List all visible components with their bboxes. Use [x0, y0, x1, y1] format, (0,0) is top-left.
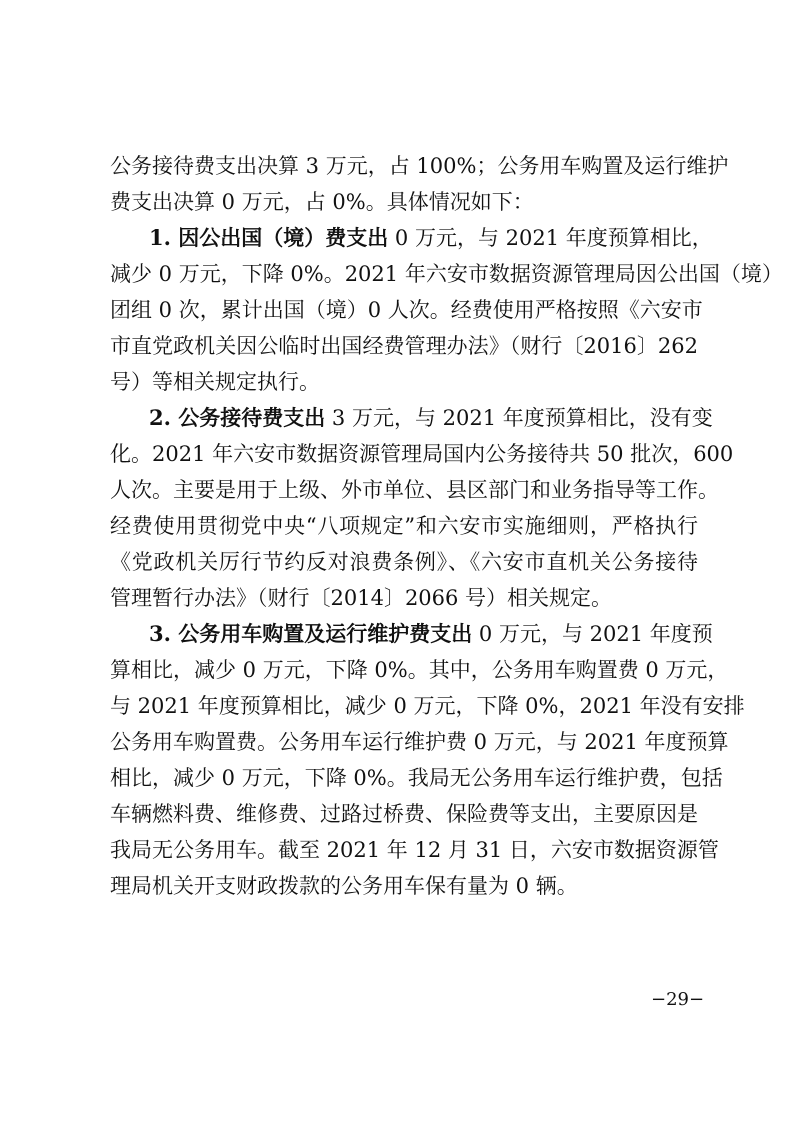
paragraph-line: 市直党政机关因公临时出国经费管理办法》（财行〔2016〕262 — [110, 334, 698, 358]
paragraph-line: 号）等相关规定执行。 — [110, 370, 320, 394]
section-1-text: 0 万元，与 2021 年度预算相比， — [388, 226, 713, 250]
paragraph-line: 相比，减少 0 万元，下降 0%。我局无公务用车运行维护费，包括 — [110, 766, 723, 790]
section-3-heading: 3. 公务用车购置及运行维护费支出 — [149, 621, 473, 646]
paragraph-line: 与 2021 年度预算相比，减少 0 万元，下降 0%，2021 年没有安排 — [110, 694, 745, 718]
paragraph-line: 化。2021 年六安市数据资源管理局国内公务接待共 50 批次，600 — [110, 442, 734, 466]
paragraph-line: 减少 0 万元，下降 0%。2021 年六安市数据资源管理局因公出国（境） — [110, 262, 783, 286]
section-2-text: 3 万元，与 2021 年度预算相比，没有变 — [325, 406, 713, 430]
paragraph-line: 管理暂行办法》（财行〔2014〕2066 号）相关规定。 — [110, 586, 613, 610]
paragraph-line: 经费使用贯彻党中央“八项规定”和六安市实施细则，严格执行 — [110, 514, 698, 538]
section-3-first-line — [110, 616, 713, 652]
paragraph-line: 团组 0 次，累计出国（境）0 人次。经费使用严格按照《六安市 — [110, 298, 703, 322]
section-3-text: 0 万元，与 2021 年度预 — [472, 622, 713, 646]
paragraph-line: 理局机关开支财政拨款的公务用车保有量为 0 辆。 — [110, 874, 578, 898]
section-2-first-line — [110, 400, 713, 436]
paragraph-line: 算相比，减少 0 万元，下降 0%。其中，公务用车购置费 0 万元， — [110, 658, 729, 682]
paragraph-line: 公务用车购置费。公务用车运行维护费 0 万元，与 2021 年度预算 — [110, 730, 729, 754]
section-1-heading: 1. 因公出国（境）费支出 — [149, 225, 389, 250]
page-number: −29− — [651, 989, 705, 1010]
paragraph-line: 《党政机关厉行节约反对浪费条例》、《六安市直机关公务接待 — [110, 550, 698, 574]
paragraph-line: 人次。主要是用于上级、外市单位、县区部门和业务指导等工作。 — [110, 478, 719, 502]
document-body — [110, 148, 783, 904]
section-1-first-line — [110, 220, 713, 256]
paragraph-line: 我局无公务用车。截至 2021 年 12 月 31 日，六安市数据资源管 — [110, 838, 719, 862]
paragraph-line: 公务接待费支出决算 3 万元，占 100%；公务用车购置及运行维护 — [110, 154, 729, 178]
paragraph-line: 车辆燃料费、维修费、过路过桥费、保险费等支出，主要原因是 — [110, 802, 698, 826]
paragraph-line: 费支出决算 0 万元，占 0%。具体情况如下： — [110, 190, 534, 214]
section-2-heading: 2. 公务接待费支出 — [149, 405, 326, 430]
